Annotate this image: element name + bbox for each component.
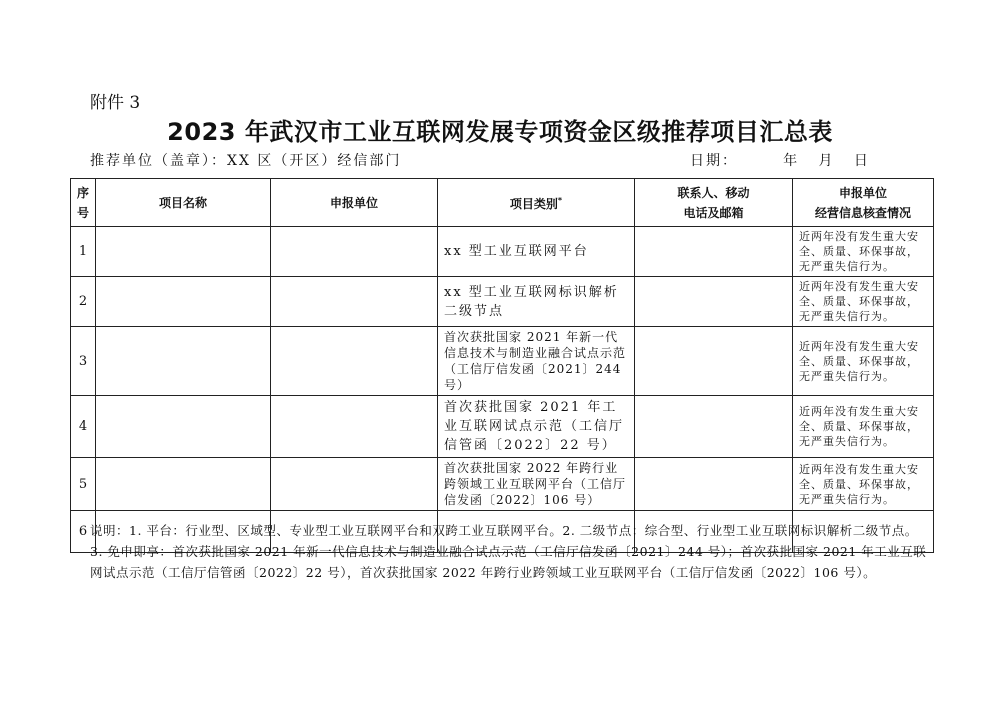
check-cell: 近两年没有发生重大安全、质量、环保事故，无严重失信行为。 [793,227,934,277]
row-number: 1 [71,227,96,277]
project-name-cell [96,327,271,396]
applicant-cell [271,458,438,511]
project-name-cell [96,277,271,327]
date-line: 日期： 年 月 日 [690,153,870,169]
category-cell: 首次获批国家 2021 年工业互联网试点示范（工信厅信管函〔2022〕22 号） [438,396,635,458]
applicant-cell [271,277,438,327]
contact-cell [635,227,793,277]
table-header-row [71,179,934,227]
project-name-cell [96,227,271,277]
notes-paragraph: 说明：1. 平台：行业型、区域型、专业型工业互联网平台和双跨工业互联网平台。2. 二级节点：综合型、行业型工业互联网标识解析二级节点。3. 免申即享：首次获批国家 2021 年新一代信息技术与制造业融合试点示范（工信厅信发函〔2021〕244 号）；首次获批国家 2021 年工业互联网试点示范（工信厅信管函〔2022〕22 号），首次获批国家 2022 年跨行业跨领域工业互联网平台（工信厅信发函〔2022〕106 号）。 [90,523,927,580]
col-header-check: 申报单位 经营信息核查情况 [793,179,934,227]
row-number: 2 [71,277,96,327]
attachment-label: 附件 3 [90,93,141,113]
col-header-applicant: 申报单位 [271,179,438,227]
table-row [71,277,934,327]
recommending-unit-line: 推荐单位（盖章）：XX 区（开区）经信部门 [90,153,402,169]
category-cell: xx 型工业互联网平台 [438,227,635,277]
category-cell: xx 型工业互联网标识解析二级节点 [438,277,635,327]
row-number: 6 [71,511,96,553]
row-number: 3 [71,327,96,396]
col-header-project-name: 项目名称 [96,179,271,227]
applicant-cell [271,396,438,458]
project-summary-table [70,178,934,553]
row-number: 4 [71,396,96,458]
applicant-cell [271,227,438,277]
contact-cell [635,458,793,511]
row-number: 5 [71,458,96,511]
table-row [71,227,934,277]
applicant-cell [271,327,438,396]
col-header-contact: 联系人、移动 电话及邮箱 [635,179,793,227]
check-cell: 近两年没有发生重大安全、质量、环保事故，无严重失信行为。 [793,458,934,511]
contact-cell [635,277,793,327]
check-cell: 近两年没有发生重大安全、质量、环保事故，无严重失信行为。 [793,396,934,458]
check-cell: 近两年没有发生重大安全、质量、环保事故，无严重失信行为。 [793,327,934,396]
table-row [71,396,934,458]
table-row [71,458,934,511]
category-cell: 首次获批国家 2021 年新一代信息技术与制造业融合试点示范（工信厅信发函〔2021〕244 号） [438,327,635,396]
contact-cell [635,327,793,396]
table-row [71,327,934,396]
project-name-cell [96,458,271,511]
category-cell: 首次获批国家 2022 年跨行业跨领域工业互联网平台（工信厅信发函〔2022〕106 号） [438,458,635,511]
project-name-cell [96,396,271,458]
check-cell: 近两年没有发生重大安全、质量、环保事故，无严重失信行为。 [793,277,934,327]
col-header-seq: 序 号 [71,179,96,227]
page-title: 2023 年武汉市工业互联网发展专项资金区级推荐项目汇总表 [167,118,833,146]
contact-cell [635,396,793,458]
col-header-category: 项目类别* [438,179,635,227]
